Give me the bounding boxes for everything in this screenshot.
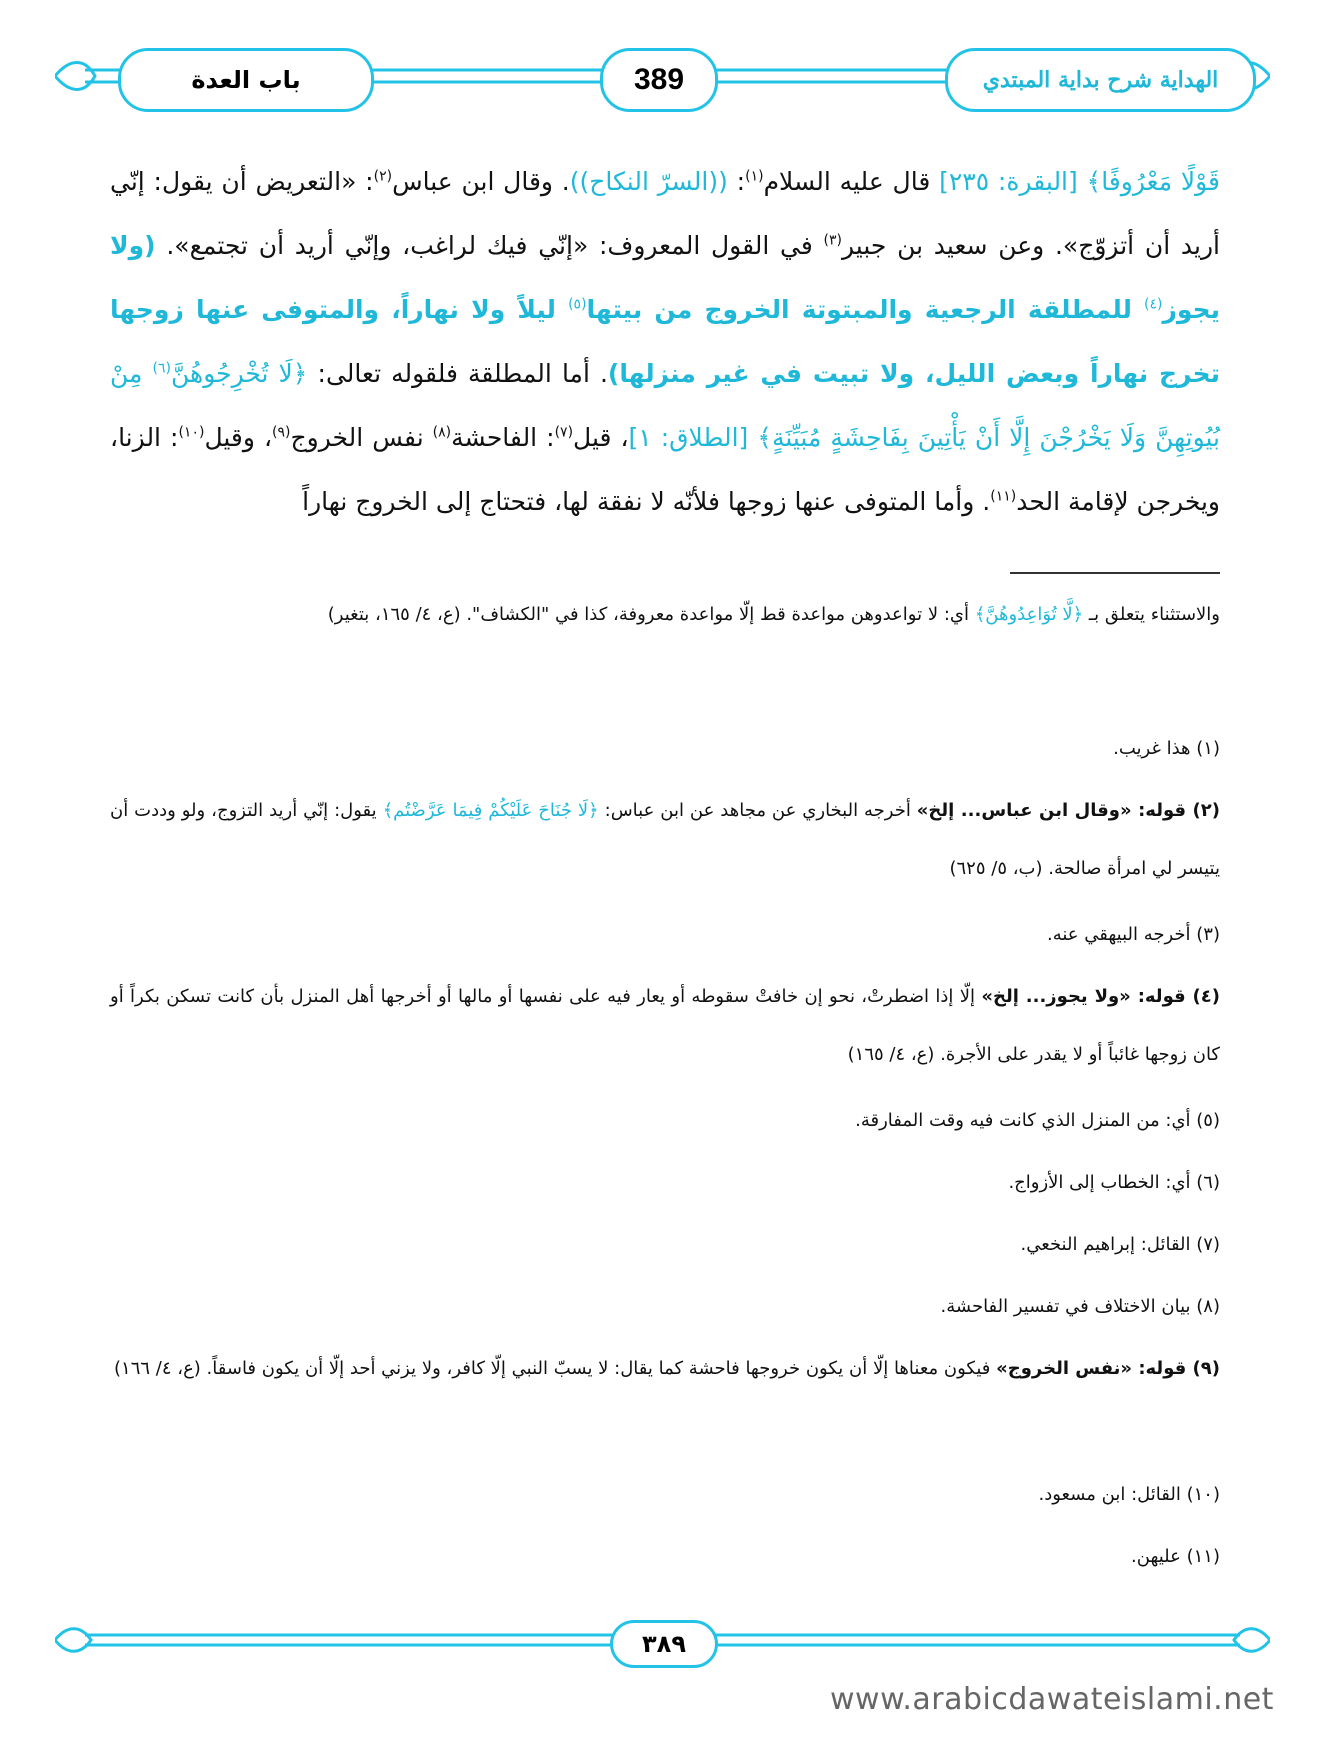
footnote-lemma: (٤) قوله: «ولا يجوز... إلخ»	[981, 986, 1220, 1007]
footnote-ref[interactable]: (٩)	[272, 424, 291, 441]
footnote-ref[interactable]: (٧)	[554, 424, 574, 441]
footnote-ref[interactable]: (٢)	[373, 168, 393, 185]
footnote-lemma: (٢) قوله: «وقال ابن عباس... إلخ»	[916, 800, 1220, 821]
footnote-9	[110, 1340, 1220, 1398]
text-run: . وأما المتوفى عنها زوجها فلأنّه لا نفقة لها، فتحتاج إلى الخروج نهاراً	[302, 487, 991, 516]
text-run: الزنا، ويخرجن لإقامة الحد	[110, 423, 1220, 516]
footer-page-number: ٣٨٩	[610, 1620, 718, 1668]
text-run: أي: لا تواعدوهن مواعدة قط إلّا مواعدة معروفة، كذا في "الكشاف". (ع، ٤/ ١٦٥، بتغير)	[327, 604, 975, 625]
text-run: أخرجه البخاري عن مجاهد عن ابن عباس:	[598, 800, 917, 821]
text-run: :	[727, 167, 746, 196]
footnote-continuation	[110, 585, 1220, 645]
quran-verse: مِنْ بُيُوتِهِنَّ وَلَا يَخْرُجْنَ إِلَّا أَنْ يَأْتِينَ بِفَاحِشَةٍ مُبَيِّنَةٍ﴾ [الطلاق: ١]	[110, 359, 1221, 452]
text-run: نفس الخروج	[290, 423, 433, 452]
footnote-ref[interactable]: (١٠)	[178, 424, 205, 441]
text-run: . وقال ابن عباس	[392, 167, 570, 196]
quran-verse: ﴿لَّا تُوَاعِدُوهُنَّ﴾	[974, 604, 1084, 625]
text-run: ، وقيل	[204, 423, 273, 452]
chapter-title: باب العدة	[118, 48, 374, 112]
text-run: :	[161, 423, 179, 452]
footnote-3: (٣) أخرجه البيهقي عنه.	[1046, 924, 1220, 945]
footnote-ref[interactable]: (٤)	[1144, 296, 1163, 313]
footnote-8: (٨) بيان الاختلاف في تفسير الفاحشة.	[940, 1296, 1220, 1317]
footnote-2	[110, 782, 1220, 898]
quran-verse: قَوْلًا مَعْرُوفًا﴾ [البقرة: ٢٣٥]	[939, 167, 1220, 196]
footnote-ref[interactable]: (٦)	[152, 360, 171, 377]
footnote-5: (٥) أي: من المنزل الذي كانت فيه وقت المفارقة.	[855, 1110, 1220, 1131]
text-run: يقول: إنّي أريد التزوج، ولو وددت أن يتيسر لي امرأة صالحة. (ب، ٥/ ٦٢٥)	[110, 800, 1220, 879]
footnote-1: (١) هذا غريب.	[1113, 738, 1220, 759]
text-run: والاستثناء يتعلق بـ	[1083, 604, 1220, 625]
hadith-text: ((السرّ النكاح))	[569, 167, 728, 196]
website-url[interactable]: www.arabicdawateislami.net	[830, 1682, 1274, 1717]
matn-text: ليلاً ولا نهاراً، والمتوفى عنها زوجها تخرج نهاراً وبعض الليل، ولا تبيت في غير منزلها)	[110, 295, 1220, 388]
quran-verse: ﴿لَا جُنَاحَ عَلَيْكُمْ فِيمَا عَرَّضْتُم﴾	[382, 800, 599, 821]
page-number: 389	[600, 48, 718, 112]
footnote-4	[110, 968, 1220, 1084]
quran-verse: ﴿لَا تُخْرِجُوهُنَّ	[170, 359, 308, 388]
footnote-lemma: (٩) قوله: «نفس الخروج»	[996, 1358, 1220, 1379]
text-run: . أما المطلقة فلقوله تعالى:	[307, 359, 608, 388]
text-run: ، قيل	[573, 423, 629, 452]
text-run: فيكون معناها إلّا أن يكون خروجها فاحشة كما يقال: لا يسبّ النبي إلّا كافر، ولا يزني أحد إلّا أن يكون فاسقاً. (ع، ٤/ ١٦٦)	[114, 1358, 997, 1379]
text-run: : «التعريض أن يقول: إنّي أريد أن أتزوّج». وعن سعيد بن جبير	[110, 167, 1220, 260]
footnote-10: (١٠) القائل: ابن مسعود.	[1038, 1484, 1220, 1505]
footnote-ref[interactable]: (٨)	[432, 424, 452, 441]
footnote-divider	[1010, 572, 1220, 574]
footnote-ref[interactable]: (٣)	[823, 232, 843, 249]
text-run: قال عليه السلام	[763, 167, 940, 196]
text-run: : الفاحشة	[451, 423, 555, 452]
footnote-6: (٦) أي: الخطاب إلى الأزواج.	[1008, 1172, 1220, 1193]
text-run: في القول المعروف: «إنّي فيك لراغب، وإنّي أريد أن تجتمع».	[155, 231, 824, 260]
book-title: الهداية شرح بداية المبتدي	[945, 48, 1256, 112]
footnote-ref[interactable]: (١١)	[990, 488, 1017, 505]
text-run: إلّا إذا اضطرتْ، نحو إن خافتْ سقوطه أو يعار فيه على نفسها أو مالها أو أخرجها أهل المنزل بأن كانت تسكن بكراً أو كان زوجها غائباً أو لا يقدر على الأجرة. (ع، ٤/ ١٦٥)	[110, 986, 1220, 1065]
main-paragraph	[110, 150, 1220, 534]
footnote-ref[interactable]: (١)	[745, 168, 764, 185]
footnote-7: (٧) القائل: إبراهيم النخعي.	[1020, 1234, 1220, 1255]
matn-text: للمطلقة الرجعية والمبتوتة الخروج من بيتها	[586, 295, 1145, 324]
main-text	[110, 150, 1220, 534]
footnote-11: (١١) عليهن.	[1131, 1546, 1220, 1567]
footnote-ref[interactable]: (٥)	[568, 296, 587, 313]
matn-text: (ولا يجوز	[110, 231, 1220, 324]
